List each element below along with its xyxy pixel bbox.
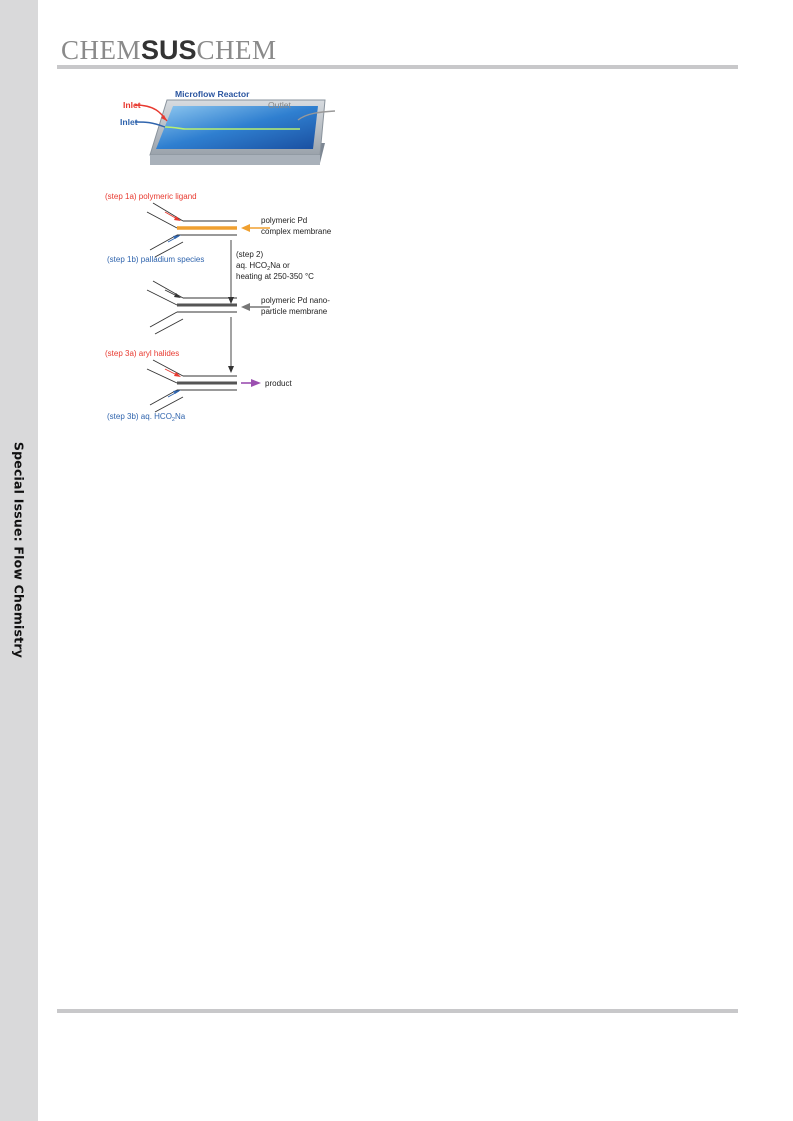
product-label: product bbox=[265, 379, 292, 388]
step-2-channel bbox=[147, 281, 330, 334]
logo-chem-1: CHEM bbox=[61, 35, 142, 65]
step-1a-label: (step 1a) polymeric ligand bbox=[105, 192, 197, 201]
step-2-line-1: (step 2) bbox=[236, 250, 264, 259]
footer-rule bbox=[57, 1009, 738, 1013]
reactor-glass bbox=[156, 106, 318, 149]
header-rule bbox=[57, 65, 738, 69]
membrane-1-line-2: complex membrane bbox=[261, 227, 332, 236]
step-2-arrow bbox=[228, 240, 314, 304]
figure bbox=[95, 85, 365, 430]
microflow-reactor bbox=[120, 89, 335, 165]
outlet-label: Outlet bbox=[268, 100, 291, 110]
step-2-line-3: heating at 250-350 °C bbox=[236, 272, 314, 281]
step-1-channel bbox=[105, 192, 332, 264]
logo-chem-2: CHEM bbox=[196, 35, 277, 65]
step-3a-label: (step 3a) aryl halides bbox=[105, 349, 180, 358]
logo-sus: SUS bbox=[141, 35, 197, 65]
step-1b-label: (step 1b) palladium species bbox=[107, 255, 205, 264]
inlet-bottom-label: Inlet bbox=[120, 117, 138, 127]
inlet-top-label: Inlet bbox=[123, 100, 141, 110]
reactor-edge bbox=[150, 155, 320, 165]
step-2-line-2: aq. $HCO_2Na$ or bbox=[236, 261, 290, 272]
step-3b-label: (step 3b) aq. $HCO_2Na$ bbox=[107, 412, 186, 423]
membrane-2-line-1: polymeric Pd nano- bbox=[261, 296, 330, 305]
membrane-2-line-2: particle membrane bbox=[261, 307, 328, 316]
membrane-1-line-1: polymeric Pd bbox=[261, 216, 308, 225]
sidebar-label: Special Issue: Flow Chemistry bbox=[11, 441, 27, 659]
journal-logo bbox=[61, 35, 277, 65]
step-3-channel bbox=[105, 349, 292, 423]
reaction-scheme-figure bbox=[95, 85, 365, 430]
reactor-title: Microflow Reactor bbox=[175, 89, 250, 99]
sidebar bbox=[0, 0, 38, 1121]
